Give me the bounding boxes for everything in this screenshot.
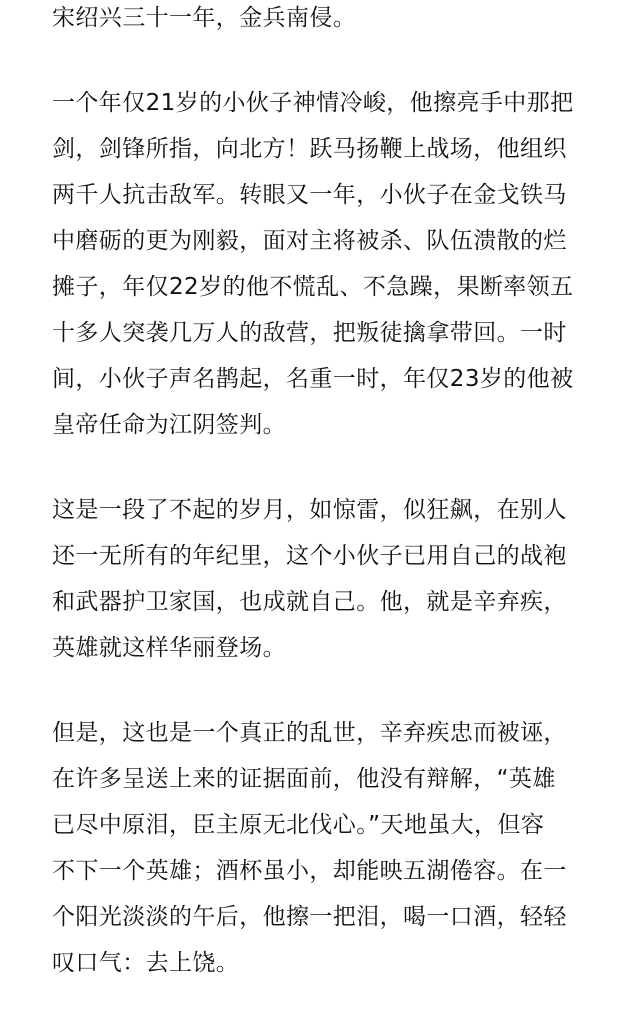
paragraph-2-line-4: 中磨砺的更为刚毅，面对主将被杀、队伍溃散的烂 (52, 228, 567, 254)
paragraph-4-line-1: 但是，这也是一个真正的乱世，辛弃疾忠而被诬， (52, 720, 567, 746)
paragraph-2-line-3: 两千人抗击敌军。转眼又一年，小伙子在金戈铁马 (52, 182, 567, 208)
paragraph-1-line-1: 宋绍兴三十一年，金兵南侵。 (52, 5, 357, 31)
paragraph-4-line-4: 不下一个英雄；酒杯虽小，却能映五湖倦容。在一 (52, 858, 567, 884)
paragraph-4-line-2: 在许多呈送上来的证据面前，他没有辩解，“英雄 (52, 766, 556, 792)
paragraph-2-line-8: 皇帝任命为江阴签判。 (52, 412, 286, 438)
paragraph-2-line-2: 剑，剑锋所指，向北方！跃马扬鞭上战场，他组织 (52, 136, 567, 162)
paragraph-2-line-5: 摊子，年仅22岁的他不慌乱、不急躁，果断率领五 (52, 274, 574, 300)
paragraph-4-line-3: 已尽中原泪，臣主原无北伐心。”天地虽大，但容 (52, 812, 545, 838)
paragraph-3-line-4: 英雄就这样华丽登场。 (52, 635, 286, 661)
paragraph-3-line-1: 这是一段了不起的岁月，如惊雷，似狂飙，在别人 (52, 497, 567, 523)
paragraph-2-line-1: 一个年仅21岁的小伙子神情冷峻，他擦亮手中那把 (52, 90, 574, 116)
paragraph-4-line-5: 个阳光淡淡的午后，他擦一把泪，喝一口酒，轻轻 (52, 904, 567, 930)
paragraph-3-line-3: 和武器护卫家国，也成就自己。他，就是辛弃疾， (52, 589, 567, 615)
paragraph-4-line-6: 叹口气：去上饶。 (52, 950, 240, 976)
paragraph-3-line-2: 还一无所有的年纪里，这个小伙子已用自己的战袍 (52, 543, 567, 569)
paragraph-2-line-7: 间，小伙子声名鹊起，名重一时，年仅23岁的他被 (52, 366, 574, 392)
paragraph-2-line-6: 十多人突袭几万人的敌营，把叛徒擒拿带回。一时 (52, 320, 567, 346)
